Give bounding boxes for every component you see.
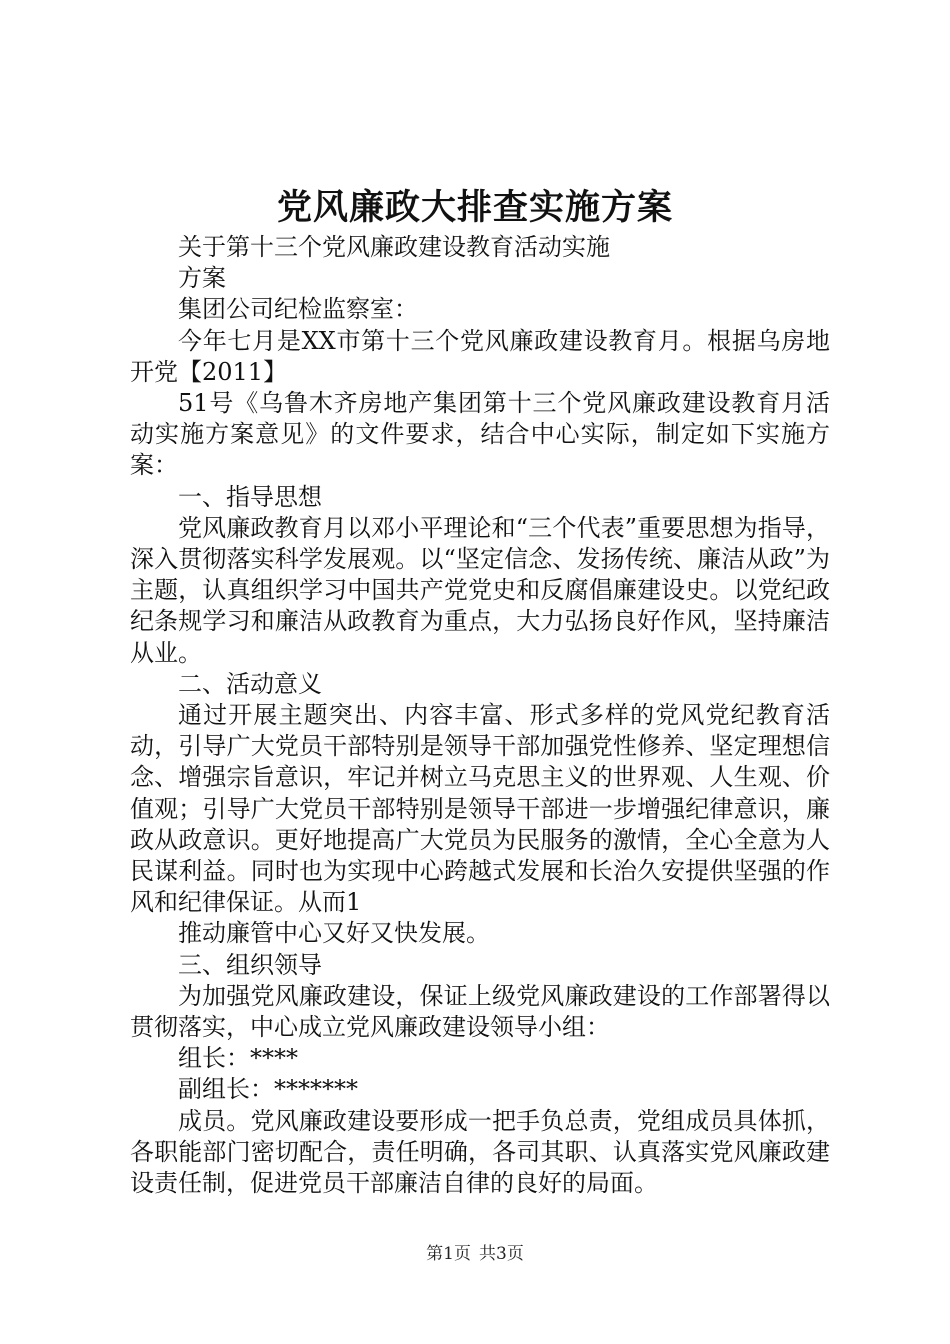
page-number: 第1页 [426, 1244, 471, 1264]
section-heading-guiding-thought: 一、指导思想 [178, 482, 322, 511]
paragraph-intro: 今年七月是XX市第十三个党风廉政建设教育月。根据乌房地开党【2011】 [130, 326, 830, 386]
paragraph-deputy-leader: 副组长：******* [178, 1075, 358, 1104]
section-heading-activity-meaning: 二、活动意义 [178, 669, 322, 698]
page-footer [0, 1242, 950, 1266]
paragraph-activity-meaning: 通过开展主题突出、内容丰富、形式多样的党风党纪教育活动，引导广大党员干部特别是领导干部加强党性修养、坚定理想信念、增强宗旨意识，牢记并树立马克思主义的世界观、人生观、价值观；引导广大党员干部特别是领导干部进一步增强纪律意识，廉政从政意识。更好地提高广大党员为民服务的激情，全心全意为人民谋利益。同时也为实现中心跨越式发展和长治久安提供坚强的作风和纪律保证。从而1 [130, 701, 830, 917]
paragraph-document-reference: 51号《乌鲁木齐房地产集团第十三个党风廉政建设教育月活动实施方案意见》的文件要求，结合中心实际，制定如下实施方案： [130, 389, 830, 480]
paragraph-organization: 为加强党风廉政建设，保证上级党风廉政建设的工作部署得以贯彻落实，中心成立党风廉政建设领导小组： [130, 981, 830, 1042]
paragraph-heading-line-1: 关于第十三个党风廉政建设教育活动实施 [178, 233, 610, 261]
paragraph-group-leader: 组长：**** [178, 1044, 298, 1073]
paragraph-recipient: 集团公司纪检监察室： [178, 295, 418, 324]
paragraph-guiding-thought: 党风廉政教育月以邓小平理论和“三个代表”重要思想为指导，深入贯彻落实科学发展观。以“坚定信念、发扬传统、廉洁从政”为主题，认真组织学习中国共产党党史和反腐倡廉建设史。以党纪政纪条规学习和廉洁从政教育为重点，大力弘扬良好作风，坚持廉洁从业。 [130, 513, 830, 667]
section-heading-organization: 三、组织领导 [178, 950, 322, 979]
document-body [130, 232, 830, 1199]
document-title: 党风廉政大排查实施方案 [276, 187, 673, 228]
paragraph-members: 成员。党风廉政建设要形成一把手负总责，党组成员具体抓，各职能部门密切配合，责任明确，各司其职、认真落实党风廉政建设责任制，促进党员干部廉洁自律的良好的局面。 [130, 1106, 830, 1198]
page-total: 共3页 [479, 1244, 524, 1264]
paragraph-heading-line-2: 方案 [178, 264, 226, 293]
paragraph-activity-meaning-continued: 推动廉管中心又好又快发展。 [178, 919, 490, 948]
